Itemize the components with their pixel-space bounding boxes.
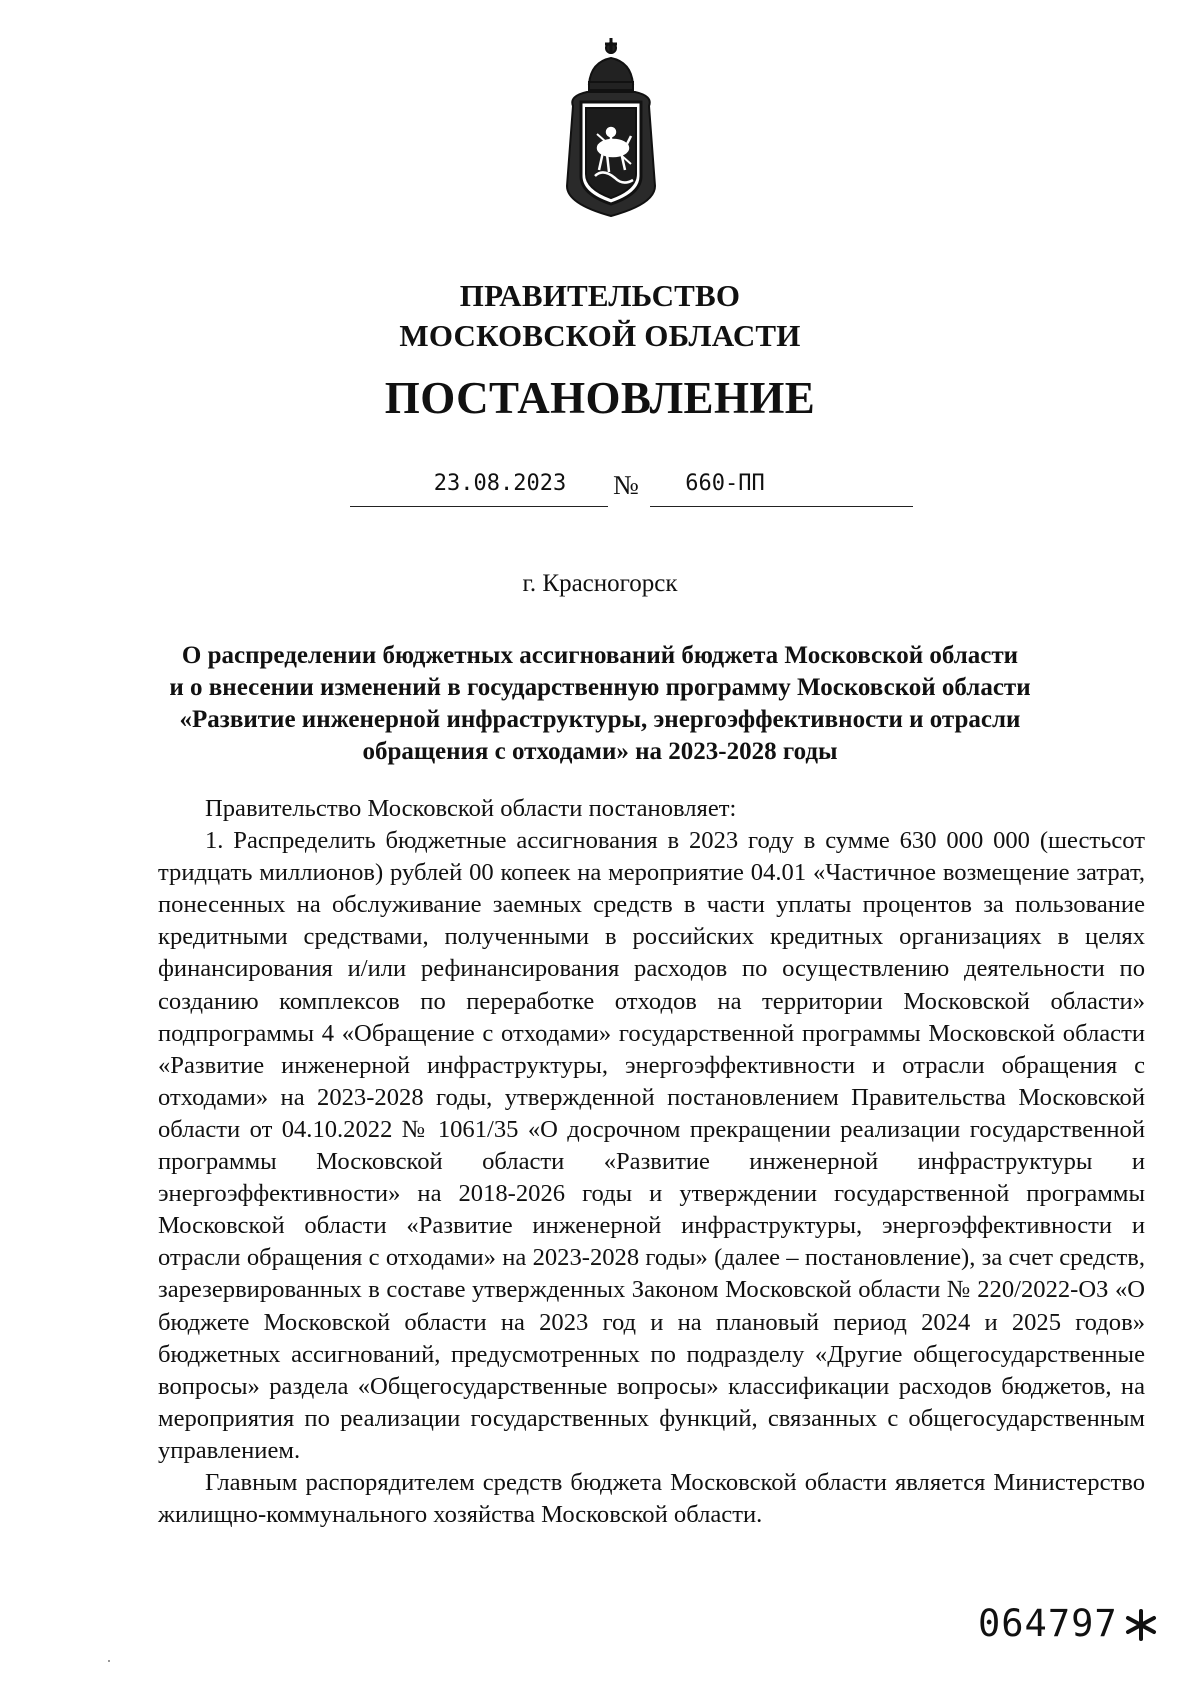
government-name xyxy=(0,276,1200,356)
number-underline xyxy=(650,506,913,507)
document-type-title: ПОСТАНОВЛЕНИЕ xyxy=(384,373,816,423)
document-date: 23.08.2023 xyxy=(433,471,567,496)
date-number-line xyxy=(350,465,913,507)
document-body xyxy=(158,793,1145,1531)
subject-line-2: и о внесении изменений в государственную программу Московской области xyxy=(169,674,1031,701)
government-line-2: МОСКОВСКОЙ ОБЛАСТИ xyxy=(399,318,801,353)
scan-speck xyxy=(108,1660,110,1662)
date-underline xyxy=(350,506,608,507)
subject-line-4: обращения с отходами» на 2023-2028 годы xyxy=(362,738,838,765)
number-sign: № xyxy=(613,470,639,500)
subject-line-1: О распределении бюджетных ассигнований бюджета Московской области xyxy=(181,642,1019,669)
paragraph-2: Главным распорядителем средств бюджета Московской области является Министерство жилищно-коммунального хозяйства Московской области. xyxy=(158,1468,1145,1529)
paragraph-1: 1. Распределить бюджетные ассигнования в 2023 году в сумме 630 000 000 (шестьсот тридцать миллионов) рублей 00 копеек на мероприятие 04.01 «Частичное возмещение затрат, понесенных на обслуживание заемных средств в части уплаты процентов за пользование кредитными средствами, полученными в российских кредитных организациях в целях финансирования и/или рефинансирования расходов по осуществлению деятельности по созданию комплексов по переработке отходов на территории Московской области» подпрограммы 4 «Обращение с отходами» государственной программы Московской области «Развитие инженерной инфраструктуры, энергоэффективности и отрасли обращения с отходами» на 2023-2028 годы, утвержденной постановлением Правительства Московской области от 04.10.2022 № 1061/35 «О досрочном прекращении реализации государственной программы Московской области «Развитие инженерной инфраструктуры и энергоэффективности» на 2018-2026 годы и утверждении государственной программы Московской области «Развитие инженерной инфраструктуры, энергоэффективности и отрасли обращения с отходами» на 2023-2028 годы» (далее – постановление), за счет средств, зарезервированных в составе утвержденных Законом Московской области № 220/2022-ОЗ «О бюджете Московской области на 2023 год и на плановый период 2024 и 2025 годов» бюджетных ассигнований, предусмотренных по подразделу «Другие общегосударственные вопросы» раздела «Общегосударственные вопросы» классификации расходов бюджетов, на мероприятия по реализации государственных функций, связанных с общегосударственным управлением. xyxy=(158,827,1145,1464)
document-number: 660-ПП xyxy=(685,471,765,496)
preamble: Правительство Московской области постановляет: xyxy=(205,795,737,822)
coat-of-arms-icon xyxy=(559,36,663,220)
city-line: г. Красногорск xyxy=(522,570,678,597)
government-line-1: ПРАВИТЕЛЬСТВО xyxy=(459,278,741,313)
serial-number: 064797 xyxy=(978,1602,1118,1645)
document-subject xyxy=(0,640,1200,768)
star-mark-icon xyxy=(1124,1608,1158,1642)
subject-line-3: «Развитие инженерной инфраструктуры, энергоэффективности и отрасли xyxy=(179,706,1021,733)
